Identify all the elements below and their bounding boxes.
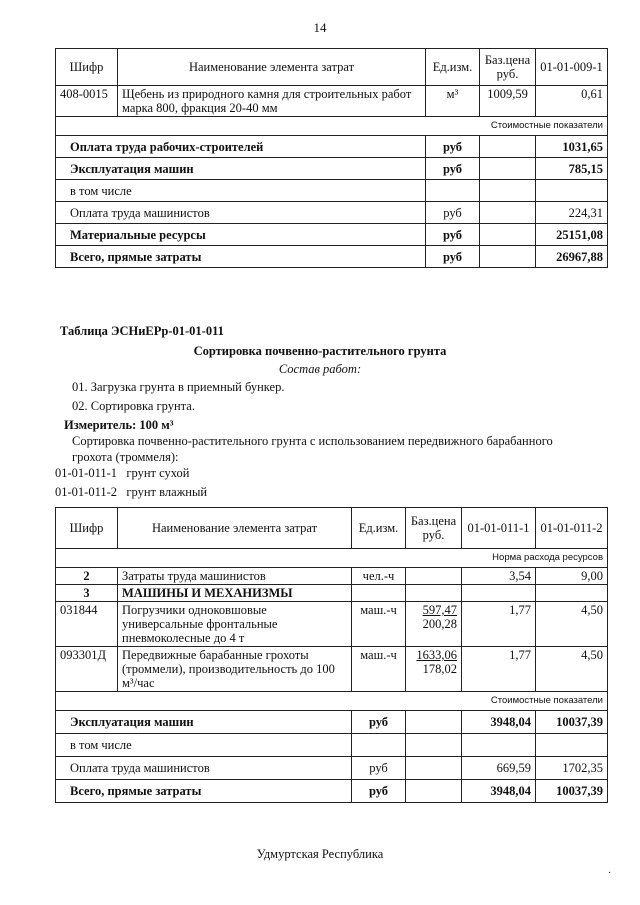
cost-row (56, 136, 608, 158)
cost-value: 26967,88 (536, 246, 608, 268)
machine-code: 093301Д (56, 647, 118, 692)
machine-row (56, 602, 608, 647)
variant-code: 01-01-011-2 (55, 485, 118, 499)
step-1: 01. Загрузка грунта в приемный бункер. (72, 380, 285, 394)
machines-code: 3 (56, 585, 118, 602)
machine-v2: 4,50 (536, 602, 608, 647)
cost-row (56, 246, 608, 268)
cost-table-1 (55, 48, 608, 268)
machine-price-top: 597,47 (422, 603, 457, 617)
machine-v1: 1,77 (462, 647, 536, 692)
cost-row (56, 780, 608, 803)
variant-text: грунт влажный (126, 485, 208, 499)
machine-price-bottom: 200,28 (422, 617, 457, 631)
machine-code: 031844 (56, 602, 118, 647)
cost-unit (352, 734, 406, 757)
machine-row (56, 647, 608, 692)
cost-name: Оплата труда машинистов (56, 757, 352, 780)
labor-unit: чел.-ч (352, 568, 406, 585)
header-price: Баз.цена руб. (406, 508, 462, 549)
cost-unit: руб (426, 246, 480, 268)
cost-value: 25151,08 (536, 224, 608, 246)
section-subtitle: Состав работ: (278, 362, 362, 376)
cost-row (56, 757, 608, 780)
cost-value: 785,15 (536, 158, 608, 180)
variant-1 (55, 465, 190, 481)
machine-name: Погрузчики одноковшовые универсальные фронтальные пневмоколесные до 4 т (118, 602, 352, 647)
resource-unit: м³ (426, 86, 480, 117)
cost-name: Оплата труда машинистов (56, 202, 426, 224)
resource-value: 0,61 (536, 86, 608, 117)
cost-row (56, 180, 608, 202)
cost-row (56, 711, 608, 734)
resource-name: Щебень из природного камня для строительных работ марка 800, фракция 20-40 мм (118, 86, 426, 117)
cost-unit: руб (426, 224, 480, 246)
header-col1: 01-01-011-1 (462, 508, 536, 549)
section-label: Стоимостные показатели (56, 692, 608, 711)
table-title: Таблица ЭСНиЕРр-01-01-011 (60, 324, 224, 338)
variant-code: 01-01-011-1 (55, 466, 118, 480)
cost-unit: руб (426, 158, 480, 180)
header-name: Наименование элемента затрат (118, 508, 352, 549)
cost-name: Материальные ресурсы (56, 224, 426, 246)
cost-table-2 (55, 507, 608, 803)
variant-2 (55, 484, 207, 500)
cost-unit (426, 180, 480, 202)
resource-code: 408-0015 (56, 86, 118, 117)
meter: Измеритель: 100 м³ (64, 418, 174, 432)
cost-v2: 10037,39 (536, 780, 608, 803)
cost-v2: 10037,39 (536, 711, 608, 734)
header-price: Баз.цена руб. (480, 49, 536, 86)
cost-unit: руб (426, 136, 480, 158)
cost-unit: руб (352, 757, 406, 780)
cost-unit: руб (352, 780, 406, 803)
cost-v1: 3948,04 (462, 711, 536, 734)
variant-text: грунт сухой (126, 466, 190, 480)
cost-value: 1031,65 (536, 136, 608, 158)
cost-v2: 1702,35 (536, 757, 608, 780)
cost-value (536, 180, 608, 202)
machines-title: МАШИНЫ И МЕХАНИЗМЫ (118, 585, 352, 602)
cost-unit: руб (352, 711, 406, 734)
cost-name: в том числе (56, 734, 352, 757)
step-2: 02. Сортировка грунта. (72, 399, 195, 413)
header-unit: Ед.изм. (352, 508, 406, 549)
cost-v1: 3948,04 (462, 780, 536, 803)
cost-unit: руб (426, 202, 480, 224)
machine-price-top: 1633,06 (416, 648, 457, 662)
cost-name: Эксплуатация машин (56, 158, 426, 180)
cost-name: Эксплуатация машин (56, 711, 352, 734)
header-col1: 01-01-009-1 (536, 49, 608, 86)
norm-label: Норма расхода ресурсов (56, 549, 608, 568)
cost-v1 (462, 734, 536, 757)
cost-v1: 669,59 (462, 757, 536, 780)
machine-price-bottom: 178,02 (422, 662, 457, 676)
labor-v2: 9,00 (536, 568, 608, 585)
machine-v2: 4,50 (536, 647, 608, 692)
header-col2: 01-01-011-2 (536, 508, 608, 549)
page-number: 14 (313, 20, 327, 35)
section-title: Сортировка почвенно-растительного грунта (193, 344, 447, 358)
cost-row (56, 202, 608, 224)
cost-row (56, 224, 608, 246)
header-unit: Ед.изм. (426, 49, 480, 86)
section-label: Стоимостные показатели (56, 117, 608, 136)
header-code: Шифр (56, 508, 118, 549)
labor-code: 2 (56, 568, 118, 585)
machine-v1: 1,77 (462, 602, 536, 647)
labor-v1: 3,54 (462, 568, 536, 585)
machine-unit: маш.-ч (352, 602, 406, 647)
corner-mark: · (608, 868, 612, 879)
header-code: Шифр (56, 49, 118, 86)
cost-name: Всего, прямые затраты (56, 780, 352, 803)
header-name: Наименование элемента затрат (118, 49, 426, 86)
cost-name: в том числе (56, 180, 426, 202)
resource-price: 1009,59 (480, 86, 536, 117)
resource-row (56, 86, 608, 117)
cost-v2 (536, 734, 608, 757)
footer: Удмуртская Республика (256, 847, 384, 861)
cost-row (56, 734, 608, 757)
machine-name: Передвижные барабанные грохоты (троммели), производительность до 100 м³/час (118, 647, 352, 692)
cost-name: Оплата труда рабочих-строителей (56, 136, 426, 158)
cost-row (56, 158, 608, 180)
machine-unit: маш.-ч (352, 647, 406, 692)
labor-name: Затраты труда машинистов (118, 568, 352, 585)
labor-row (56, 568, 608, 585)
cost-value: 224,31 (536, 202, 608, 224)
description: Сортировка почвенно-растительного грунта с использованием передвижного барабанного грохота (троммеля): (72, 434, 553, 464)
cost-name: Всего, прямые затраты (56, 246, 426, 268)
